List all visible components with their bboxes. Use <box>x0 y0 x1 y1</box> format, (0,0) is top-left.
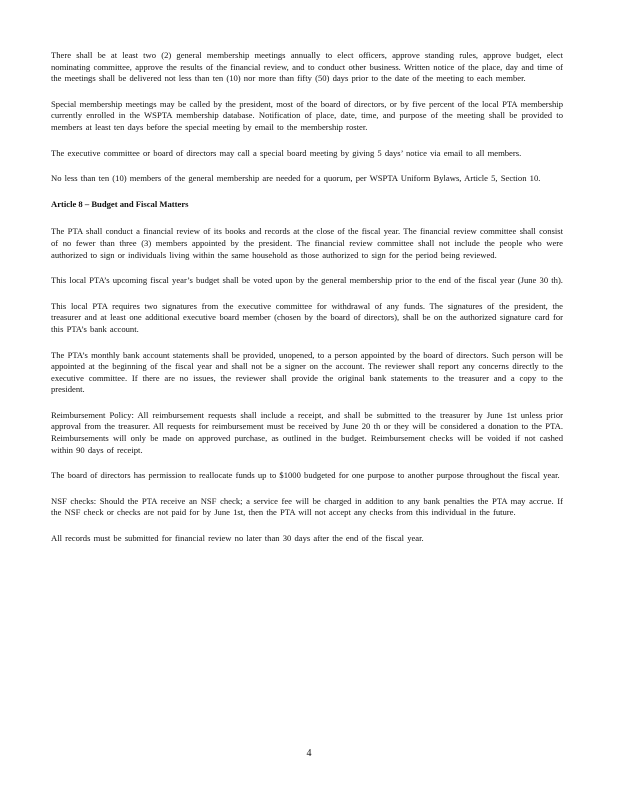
paragraph-bank-statements: The PTA’s monthly bank account statements shall be provided, unopened, to a person appointed by the board of directors. Such person will be appointed at the beginning of the fiscal year and shall not be a signer on the account. The reviewer shall report any concerns directly to the executive committee. If there are no issues, the reviewer shall provide the original bank statements to the treasurer and a copy to the president. <box>51 349 563 395</box>
page-number: 4 <box>306 748 312 759</box>
paragraph-nsf-checks: NSF checks: Should the PTA receive an NSF check; a service fee will be charged in addition to any bank penalties the PTA may accrue. If the NSF check or checks are not paid for by June 1st, then the PTA will not accept any checks from this individual in the future. <box>51 495 563 518</box>
paragraph-withdrawal-signatures: This local PTA requires two signatures from the executive committee for withdrawal of any funds. The signatures of the president, the treasurer and at least one additional executive board member (chosen by the board of directors), shall be on the authorized signature card for this PTA’s bank account. <box>51 300 563 334</box>
section-heading-article-8: Article 8 – Budget and Fiscal Matters <box>51 198 189 209</box>
paragraph-general-meetings: There shall be at least two (2) general membership meetings annually to elect officers, approve standing rules, approve budget, elect nominating committee, approve the results of the financial review, and to conduct other business. Written notice of the place, day and time of the meetings shall be delivered not less than ten (10) nor more than fifty (50) days prior to the date of the meeting to each member. <box>51 50 563 84</box>
paragraph-records-submission: All records must be submitted for financial review no later than 30 days after the end of the fiscal year. <box>51 533 424 544</box>
paragraph-quorum: No less than ten (10) members of the general membership are needed for a quorum, per WSPTA Uniform Bylaws, Article 5, Section 10. <box>51 173 541 184</box>
paragraph-budget-vote: This local PTA’s upcoming fiscal year’s budget shall be voted upon by the general membership prior to the end of the fiscal year (June 30 th). <box>51 275 563 286</box>
paragraph-reallocate-funds: The board of directors has permission to reallocate funds up to $1000 budgeted for one purpose to another purpose throughout the fiscal year. <box>51 470 560 481</box>
paragraph-reimbursement-policy: Reimbursement Policy: All reimbursement requests shall include a receipt, and shall be submitted to the treasurer by June 1st unless prior approval from the treasurer. All requests for reimbursement must be received by June 20 th or they will be considered a donation to the PTA. Reimbursements will only be made on approved purchase, as outlined in the budget. Reimbursement checks will be voided if not cashed within 90 days of receipt. <box>51 409 563 455</box>
paragraph-special-board-meeting: The executive committee or board of directors may call a special board meeting by giving 5 days’ notice via email to all members. <box>51 147 522 158</box>
page-content <box>51 50 563 559</box>
paragraph-financial-review: The PTA shall conduct a financial review of its books and records at the close of the fiscal year. The financial review committee shall consist of no fewer than three (3) members appointed by the president. The financial review committee shall not include the people who were authorized to sign or individuals living within the same household as those authorized to sign for the period being reviewed. <box>51 226 563 260</box>
paragraph-special-meetings: Special membership meetings may be called by the president, most of the board of directors, or by five percent of the local PTA membership currently enrolled in the WSPTA membership database. Notification of place, date, time, and purpose of the meeting shall be provided to members at least ten days before the special meeting by email to the membership roster. <box>51 98 563 132</box>
